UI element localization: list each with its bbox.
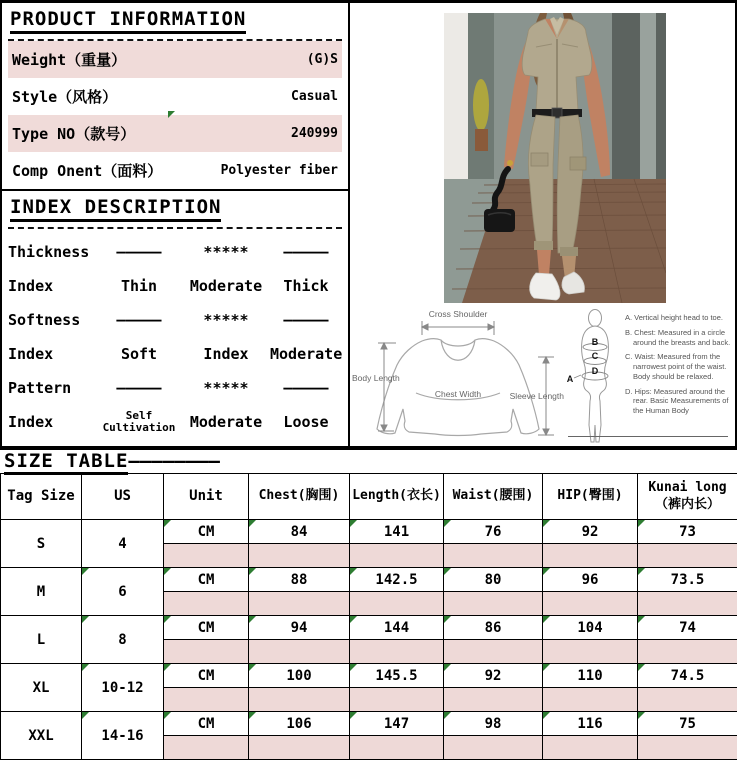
cell-blank [638, 544, 737, 568]
cell-blank [638, 592, 737, 616]
right-visual-panel [350, 3, 737, 447]
size-row-cm [1, 520, 737, 544]
header-chest: Chest(胸围) [249, 474, 350, 520]
notes-underline [568, 436, 728, 437]
left-info-panel [0, 3, 350, 447]
index-description-rows [8, 235, 342, 439]
product-info-label: Comp Onent（面料） [12, 162, 163, 180]
excel-flag-icon [638, 616, 645, 623]
cell-tag-size: M [1, 568, 82, 616]
index-row-label: Index [8, 277, 54, 295]
header-unit: Unit [164, 474, 249, 520]
excel-flag-icon [350, 520, 357, 527]
excel-flag-icon [249, 664, 256, 671]
product-info-value: (G)S [306, 52, 338, 67]
excel-flag-icon [543, 664, 550, 671]
cell-us: 14-16 [82, 712, 164, 760]
index-row-label: Index [8, 413, 54, 431]
index-row-label: Pattern [8, 379, 72, 397]
excel-flag-icon [638, 568, 645, 575]
index-row-value: Moderate [270, 345, 343, 363]
index-row-value: ————— [116, 379, 162, 397]
measure-notes [625, 305, 737, 445]
product-info-row [8, 115, 342, 152]
excel-flag-icon [444, 664, 451, 671]
cell-unit: CM [164, 616, 249, 640]
cell-measurement: 100 [249, 664, 350, 688]
body-figure-sketch [565, 305, 625, 445]
index-row-value: Moderate [189, 277, 263, 295]
size-row-cm [1, 568, 737, 592]
index-description-section [2, 191, 348, 439]
product-info-label: Weight（重量） [12, 51, 127, 69]
excel-flag-icon [164, 712, 171, 719]
header-us: US [82, 474, 164, 520]
index-description-row [8, 269, 342, 303]
index-row-value: Soft [120, 345, 158, 363]
cell-tag-size: S [1, 520, 82, 568]
cell-blank [543, 592, 638, 616]
figure-marker-a: A [566, 374, 574, 384]
cell-measurement: 74.5 [638, 664, 737, 688]
size-table [0, 473, 737, 760]
excel-flag-icon [638, 664, 645, 671]
product-info-label: Style（风格） [12, 88, 118, 106]
cell-measurement: 141 [350, 520, 444, 544]
cell-measurement: 104 [543, 616, 638, 640]
product-info-row [8, 41, 342, 78]
dashed-separator [8, 227, 342, 229]
garment-label-body-length: Body Length [352, 373, 400, 383]
excel-flag-icon [82, 712, 89, 719]
index-row-value: ————— [116, 311, 162, 329]
product-info-rows [8, 41, 342, 189]
cell-measurement: 88 [249, 568, 350, 592]
index-row-value: Loose [283, 413, 329, 431]
size-table-title-row [0, 450, 737, 473]
excel-flag-icon [638, 712, 645, 719]
excel-flag-icon [249, 520, 256, 527]
cell-blank [249, 592, 350, 616]
header-kunai-long: Kunai long（裤内长） [638, 474, 737, 520]
cell-blank [350, 688, 444, 712]
cell-measurement: 73 [638, 520, 737, 544]
product-photo [444, 13, 666, 303]
cell-blank [249, 688, 350, 712]
cell-blank [350, 592, 444, 616]
figure-marker-b: B [591, 337, 599, 347]
cell-blank [164, 640, 249, 664]
garment-label-chest-width: Chest Width [434, 389, 482, 399]
cell-us: 6 [82, 568, 164, 616]
cell-measurement: 94 [249, 616, 350, 640]
cell-measurement: 96 [543, 568, 638, 592]
index-row-value: ————— [283, 243, 329, 261]
measure-note: B. Chest: Measured in a circle around the breasts and back. [625, 327, 731, 347]
cell-unit: CM [164, 664, 249, 688]
header-hip: HIP(臀围) [543, 474, 638, 520]
excel-flag-icon [164, 520, 171, 527]
excel-flag-icon [350, 664, 357, 671]
excel-flag-icon [82, 616, 89, 623]
excel-flag-icon [82, 664, 89, 671]
size-guide-diagram [350, 305, 737, 445]
size-row-cm [1, 664, 737, 688]
header-tag-size: Tag Size [1, 474, 82, 520]
cell-measurement: 144 [350, 616, 444, 640]
cell-blank [249, 736, 350, 760]
cell-tag-size: XL [1, 664, 82, 712]
cell-tag-size: XXL [1, 712, 82, 760]
cell-us: 10-12 [82, 664, 164, 712]
product-info-value: Casual [291, 89, 338, 104]
cell-blank [543, 736, 638, 760]
index-row-value: Moderate [189, 413, 263, 431]
figure-marker-d: D [591, 366, 599, 376]
excel-flag-icon [350, 712, 357, 719]
measure-note: C. Waist: Measured from the narrowest point of the waist. Body should be relaxed. [625, 352, 727, 381]
garment-label-cross-shoulder: Cross Shoulder [428, 309, 488, 319]
index-description-row [8, 337, 342, 371]
cell-measurement: 92 [543, 520, 638, 544]
cell-measurement: 145.5 [350, 664, 444, 688]
cell-measurement: 74 [638, 616, 737, 640]
cell-unit: CM [164, 568, 249, 592]
index-description-row [8, 405, 342, 439]
index-description-row [8, 235, 342, 269]
cell-blank [164, 544, 249, 568]
index-row-value: ***** [203, 243, 249, 261]
cell-blank [444, 544, 543, 568]
size-table-section [0, 450, 737, 760]
index-row-value: Thin [120, 277, 158, 295]
cell-measurement: 92 [444, 664, 543, 688]
excel-flag-icon [543, 520, 550, 527]
index-row-value: ————— [283, 311, 329, 329]
cell-blank [249, 640, 350, 664]
index-row-label: Thickness [8, 243, 90, 261]
cell-us: 4 [82, 520, 164, 568]
excel-flag-icon [164, 616, 171, 623]
cell-measurement: 147 [350, 712, 444, 736]
cell-blank [444, 688, 543, 712]
index-description-title: INDEX DESCRIPTION [10, 196, 221, 222]
excel-flag-icon [444, 616, 451, 623]
figure-marker-c: C [591, 351, 599, 361]
size-row-cm [1, 616, 737, 640]
cell-blank [164, 736, 249, 760]
excel-flag-icon [164, 568, 171, 575]
measure-note: A. Vertical height head to toe. [625, 313, 723, 322]
excel-flag-icon [638, 520, 645, 527]
cell-blank [638, 736, 737, 760]
excel-flag-icon [350, 568, 357, 575]
cell-blank [164, 592, 249, 616]
excel-flag-icon [444, 520, 451, 527]
cell-measurement: 98 [444, 712, 543, 736]
excel-flag-icon [444, 712, 451, 719]
header-waist: Waist(腰围) [444, 474, 543, 520]
product-information-title: PRODUCT INFORMATION [10, 8, 246, 34]
cell-blank [444, 640, 543, 664]
index-description-row [8, 303, 342, 337]
cell-blank [543, 544, 638, 568]
excel-flag-icon [543, 568, 550, 575]
cell-blank [350, 544, 444, 568]
cell-blank [638, 688, 737, 712]
cell-blank [444, 736, 543, 760]
cell-blank [543, 688, 638, 712]
index-row-label: Index [8, 345, 54, 363]
excel-flag-icon [249, 568, 256, 575]
product-info-label: Type NO（款号） [12, 125, 136, 143]
excel-flag-icon [82, 568, 89, 575]
cell-measurement: 106 [249, 712, 350, 736]
product-info-row [8, 152, 342, 189]
excel-flag-icon [543, 712, 550, 719]
size-table-header-row [1, 474, 737, 520]
cell-measurement: 73.5 [638, 568, 737, 592]
excel-flag-icon [249, 616, 256, 623]
index-row-value: ————— [116, 243, 162, 261]
cell-unit: CM [164, 712, 249, 736]
excel-flag-icon [168, 111, 175, 118]
cell-measurement: 75 [638, 712, 737, 736]
index-row-value: ————— [283, 379, 329, 397]
index-row-value: ***** [203, 311, 249, 329]
product-information-section [2, 3, 348, 189]
header-length: Length(衣长) [350, 474, 444, 520]
cell-measurement: 142.5 [350, 568, 444, 592]
cell-blank [350, 736, 444, 760]
cell-measurement: 86 [444, 616, 543, 640]
excel-flag-icon [444, 568, 451, 575]
index-row-value: Self Cultivation [102, 408, 176, 434]
cell-measurement: 84 [249, 520, 350, 544]
product-info-row [8, 78, 342, 115]
size-row-cm [1, 712, 737, 736]
index-row-label: Softness [8, 311, 81, 329]
index-row-value: ***** [203, 379, 249, 397]
cell-blank [249, 544, 350, 568]
cell-blank [543, 640, 638, 664]
cell-measurement: 76 [444, 520, 543, 544]
product-info-value: 240999 [291, 126, 338, 141]
cell-measurement: 110 [543, 664, 638, 688]
index-description-row [8, 371, 342, 405]
cell-blank [444, 592, 543, 616]
excel-flag-icon [350, 616, 357, 623]
cell-unit: CM [164, 520, 249, 544]
size-table-title-dashes: ———————— [128, 450, 220, 472]
garment-sketch [350, 305, 565, 445]
garment-label-sleeve-length: Sleeve Length [509, 391, 564, 401]
size-table-title: SIZE TABLE [4, 451, 128, 475]
cell-tag-size: L [1, 616, 82, 664]
excel-flag-icon [249, 712, 256, 719]
size-table-body [1, 520, 737, 760]
cell-measurement: 116 [543, 712, 638, 736]
index-row-value: Index [203, 345, 249, 363]
product-info-value: Polyester fiber [220, 163, 338, 178]
cell-blank [638, 640, 737, 664]
cell-measurement: 80 [444, 568, 543, 592]
excel-flag-icon [164, 664, 171, 671]
excel-flag-icon [543, 616, 550, 623]
index-row-value: Thick [283, 277, 329, 295]
cell-blank [350, 640, 444, 664]
cell-blank [164, 688, 249, 712]
measure-note: D. Hips: Measured around the rear. Basic Measurements of the Human Body [625, 386, 729, 415]
cell-us: 8 [82, 616, 164, 664]
